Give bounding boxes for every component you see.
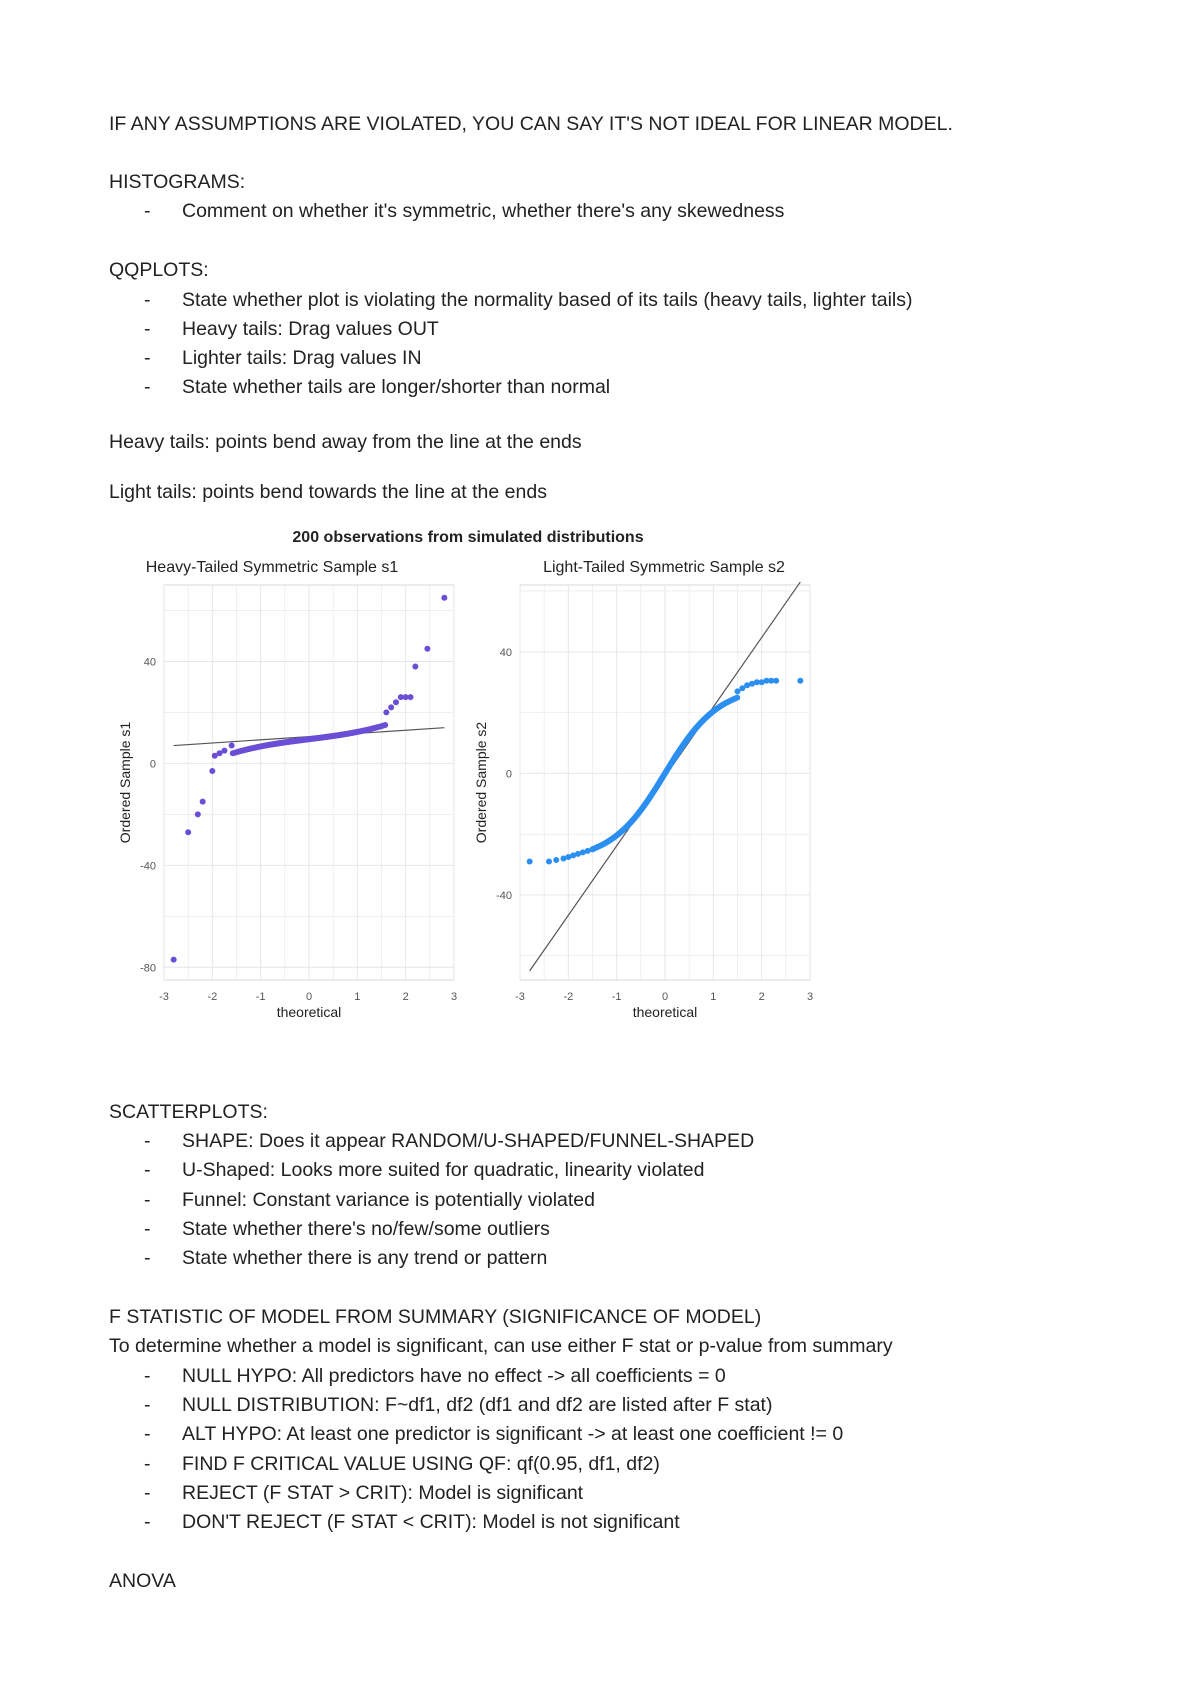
x-tick-label: 1 <box>710 991 717 1003</box>
chart-title: 200 observations from simulated distributions <box>292 529 644 546</box>
bullet-dash: - <box>144 1218 151 1240</box>
data-point <box>424 646 430 652</box>
bullet-dash: - <box>144 1423 151 1445</box>
x-tick-label: 3 <box>450 991 458 1003</box>
x-axis-label: theoretical <box>632 1004 698 1020</box>
list-item-text: SHAPE: Does it appear RANDOM/U-SHAPED/FUNNEL-SHAPED <box>182 1130 755 1152</box>
bullet-dash: - <box>144 318 151 340</box>
data-point <box>797 678 803 684</box>
bullet-dash: - <box>144 1482 151 1504</box>
data-point <box>200 799 206 805</box>
x-tick-label: -1 <box>611 991 622 1003</box>
bullet-dash: - <box>144 200 151 222</box>
list-item-text: Lighter tails: Drag values IN <box>182 347 422 369</box>
y-tick-label: 40 <box>499 646 512 659</box>
list-item-text: U-Shaped: Looks more suited for quadratic, linearity violated <box>182 1159 705 1181</box>
data-point <box>553 857 559 863</box>
bullet-dash: - <box>144 289 151 311</box>
list-item-text: FIND F CRITICAL VALUE USING QF: qf(0.95, df1, df2) <box>182 1453 660 1475</box>
data-point <box>734 695 740 701</box>
fstat-heading: F STATISTIC OF MODEL FROM SUMMARY (SIGNIFICANCE OF MODEL) <box>109 1306 762 1328</box>
list-item-text: State whether there is any trend or pattern <box>182 1247 548 1269</box>
x-tick-label: -2 <box>207 991 218 1003</box>
bullet-dash: - <box>144 1394 151 1416</box>
bullet-dash: - <box>144 1130 151 1152</box>
data-point <box>412 664 418 670</box>
panel-title: Light-Tailed Symmetric Sample s2 <box>543 559 785 576</box>
data-point <box>388 704 394 710</box>
bullet-dash: - <box>144 1189 151 1211</box>
data-point <box>527 859 533 865</box>
list-item-text: ALT HYPO: At least one predictor is significant -> at least one coefficient != 0 <box>182 1423 844 1445</box>
data-point <box>171 957 177 963</box>
data-point <box>393 699 399 705</box>
qqplots-heading: QQPLOTS: <box>109 259 209 281</box>
bullet-dash: - <box>144 347 151 369</box>
data-point <box>383 709 389 715</box>
y-tick-label: -80 <box>140 962 156 975</box>
bullet-dash: - <box>144 1159 151 1181</box>
x-tick-label: 1 <box>354 991 361 1003</box>
list-item-text: Funnel: Constant variance is potentially violated <box>182 1189 595 1211</box>
x-tick-label: -3 <box>159 991 169 1003</box>
data-point <box>195 811 201 817</box>
data-point <box>441 595 447 601</box>
light-tails-note: Light tails: points bend towards the line at the ends <box>109 481 547 503</box>
list-item-text: State whether there's no/few/some outliers <box>182 1218 550 1240</box>
x-tick-label: -1 <box>255 991 266 1003</box>
bullet-dash: - <box>144 1453 151 1475</box>
data-point <box>209 768 215 774</box>
data-point <box>590 846 596 852</box>
x-tick-label: 3 <box>806 991 814 1003</box>
fstat-intro: To determine whether a model is significant, can use either F stat or p-value from summary <box>109 1335 893 1357</box>
bullet-dash: - <box>144 1365 151 1387</box>
list-item-text: NULL HYPO: All predictors have no effect -> all coefficients = 0 <box>182 1365 726 1387</box>
histograms-heading: HISTOGRAMS: <box>109 171 246 193</box>
list-item-text: NULL DISTRIBUTION: F~df1, df2 (df1 and df2 are listed after F stat) <box>182 1394 773 1416</box>
data-point <box>185 829 191 835</box>
x-tick-label: 0 <box>661 991 669 1003</box>
qq-plot-figure <box>112 525 832 1040</box>
y-tick-label: 0 <box>505 768 512 781</box>
y-tick-label: -40 <box>140 860 156 873</box>
heavy-tails-note: Heavy tails: points bend away from the line at the ends <box>109 431 582 453</box>
y-axis-label: Ordered Sample s2 <box>473 721 489 844</box>
bullet-dash: - <box>144 376 151 398</box>
panel-title: Heavy-Tailed Symmetric Sample s1 <box>145 559 399 576</box>
list-item-text: Heavy tails: Drag values OUT <box>182 318 439 340</box>
x-tick-label: -3 <box>515 991 525 1003</box>
x-tick-label: 2 <box>402 991 409 1003</box>
y-tick-label: 0 <box>149 758 156 771</box>
y-tick-label: 40 <box>143 656 156 669</box>
list-item-text: DON'T REJECT (F STAT < CRIT): Model is not significant <box>182 1511 680 1533</box>
data-point <box>408 694 414 700</box>
list-item-text: State whether plot is violating the normality based of its tails (heavy tails, lighter tails) <box>182 289 913 311</box>
list-item-text: REJECT (F STAT > CRIT): Model is significant <box>182 1482 584 1504</box>
x-axis-label: theoretical <box>276 1004 342 1020</box>
y-axis-label: Ordered Sample s1 <box>117 721 133 844</box>
anova-heading: ANOVA <box>109 1570 176 1592</box>
bullet-dash: - <box>144 1511 151 1533</box>
x-tick-label: 0 <box>305 991 313 1003</box>
y-tick-label: -40 <box>496 889 512 902</box>
data-point <box>221 748 227 754</box>
intro-text: IF ANY ASSUMPTIONS ARE VIOLATED, YOU CAN SAY IT'S NOT IDEAL FOR LINEAR MODEL. <box>109 113 953 135</box>
data-point <box>773 678 779 684</box>
data-point <box>546 859 552 865</box>
list-item-text: Comment on whether it's symmetric, whether there's any skewedness <box>182 200 785 222</box>
list-item-text: State whether tails are longer/shorter than normal <box>182 376 611 398</box>
x-tick-label: -2 <box>563 991 574 1003</box>
data-point <box>229 743 235 749</box>
bullet-dash: - <box>144 1247 151 1269</box>
qq-plot-svg <box>112 525 832 1040</box>
x-tick-label: 2 <box>758 991 765 1003</box>
data-point <box>382 722 388 728</box>
scatterplots-heading: SCATTERPLOTS: <box>109 1101 268 1123</box>
